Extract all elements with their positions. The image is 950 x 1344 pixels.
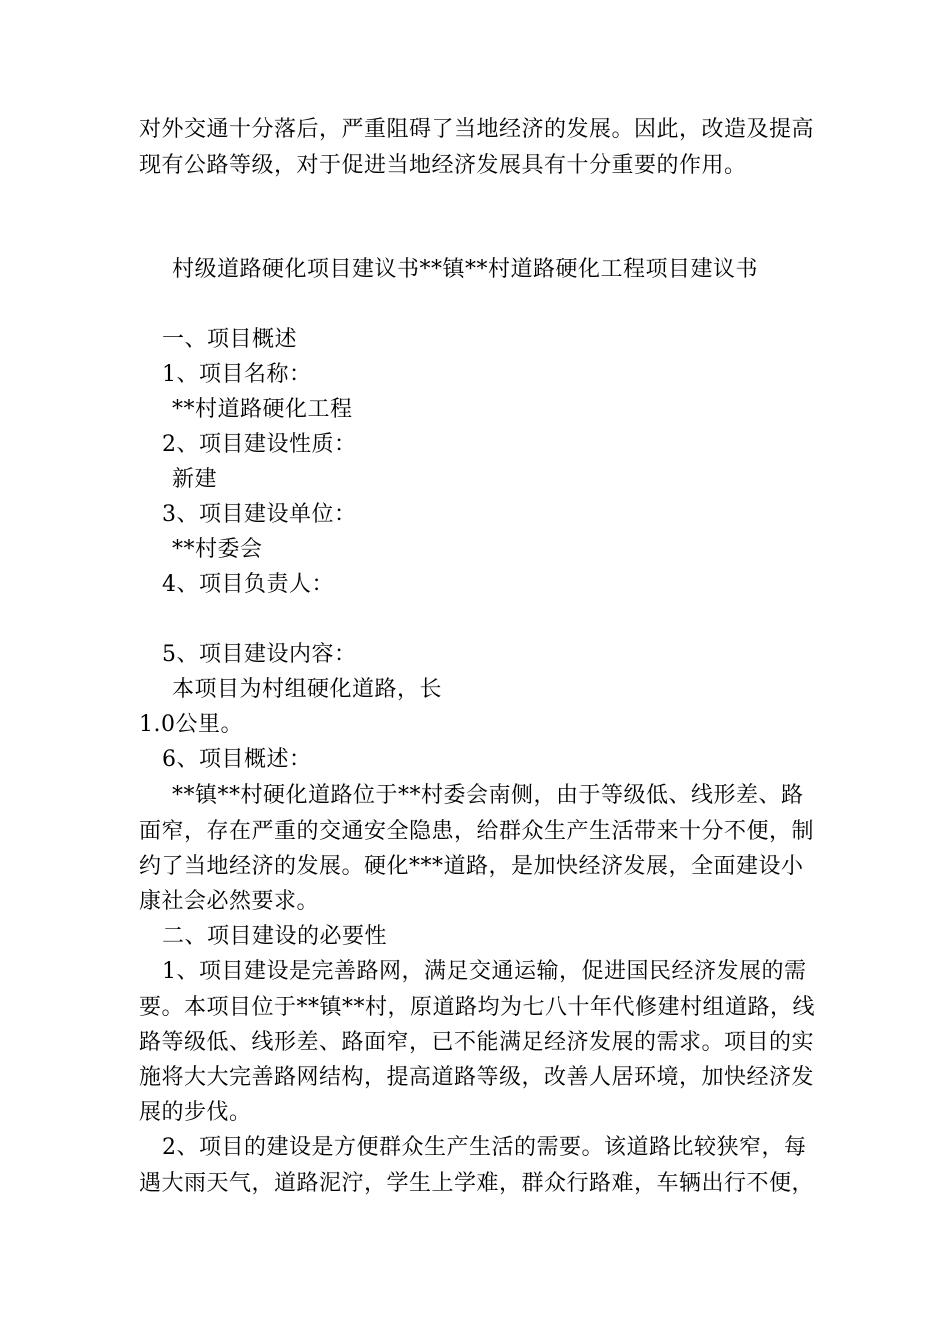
item1-label: 1、项目名称： <box>162 362 312 387</box>
item6-line-1: **镇**村硬化道路位于**村委会南侧，由于等级低、线形差、路 <box>172 783 804 808</box>
section1-heading: 一、项目概述 <box>162 327 298 352</box>
document-title: 村级道路硬化项目建议书**镇**村道路硬化工程项目建议书 <box>172 257 759 282</box>
item6-line-4: 康社会必然要求。 <box>139 889 320 914</box>
item1-value: **村道路硬化工程 <box>172 397 353 422</box>
intro-line-2: 现有公路等级，对于促进当地经济发展具有十分重要的作用。 <box>139 153 747 178</box>
item6-line-3: 约了当地经济的发展。硬化***道路，是加快经济发展，全面建设小 <box>139 854 804 879</box>
item2-value: 新建 <box>172 467 218 492</box>
item2-label: 2、项目建设性质： <box>162 432 357 457</box>
para1-line-2: 要。本项目位于**镇**村，原道路均为七八十年代修建村组道路，线 <box>139 995 816 1020</box>
item5-label: 5、项目建设内容： <box>162 642 357 667</box>
para1-line-5: 展的步伐。 <box>139 1100 252 1125</box>
para2-line-2: 遇大雨天气，道路泥泞，学生上学难，群众行路难，车辆出行不便， <box>139 1171 815 1196</box>
para1-line-4: 施将大大完善路网结构，提高道路等级，改善人居环境，加快经济发 <box>139 1065 815 1090</box>
item5-value-line-2: 1.0公里。 <box>139 712 243 737</box>
para1-line-3: 路等级低、线形差、路面窄，已不能满足经济发展的需求。项目的实 <box>139 1030 815 1055</box>
item4-label: 4、项目负责人： <box>162 572 334 597</box>
intro-line-1: 对外交通十分落后，严重阻碍了当地经济的发展。因此，改造及提高 <box>139 117 815 142</box>
item6-line-2: 面窄，存在严重的交通安全隐患，给群众生产生活带来十分不便，制 <box>139 819 815 844</box>
item6-label: 6、项目概述： <box>162 747 312 772</box>
para1-line-1: 1、项目建设是完善路网，满足交通运输，促进国民经济发展的需 <box>162 959 807 984</box>
item5-value-line-1: 本项目为村组硬化道路，长 <box>172 677 443 702</box>
para2-line-1: 2、项目的建设是方便群众生产生活的需要。该道路比较狭窄，每 <box>162 1135 807 1160</box>
item3-value: **村委会 <box>172 537 263 562</box>
item3-label: 3、项目建设单位： <box>162 502 357 527</box>
section2-heading: 二、项目建设的必要性 <box>162 924 388 949</box>
